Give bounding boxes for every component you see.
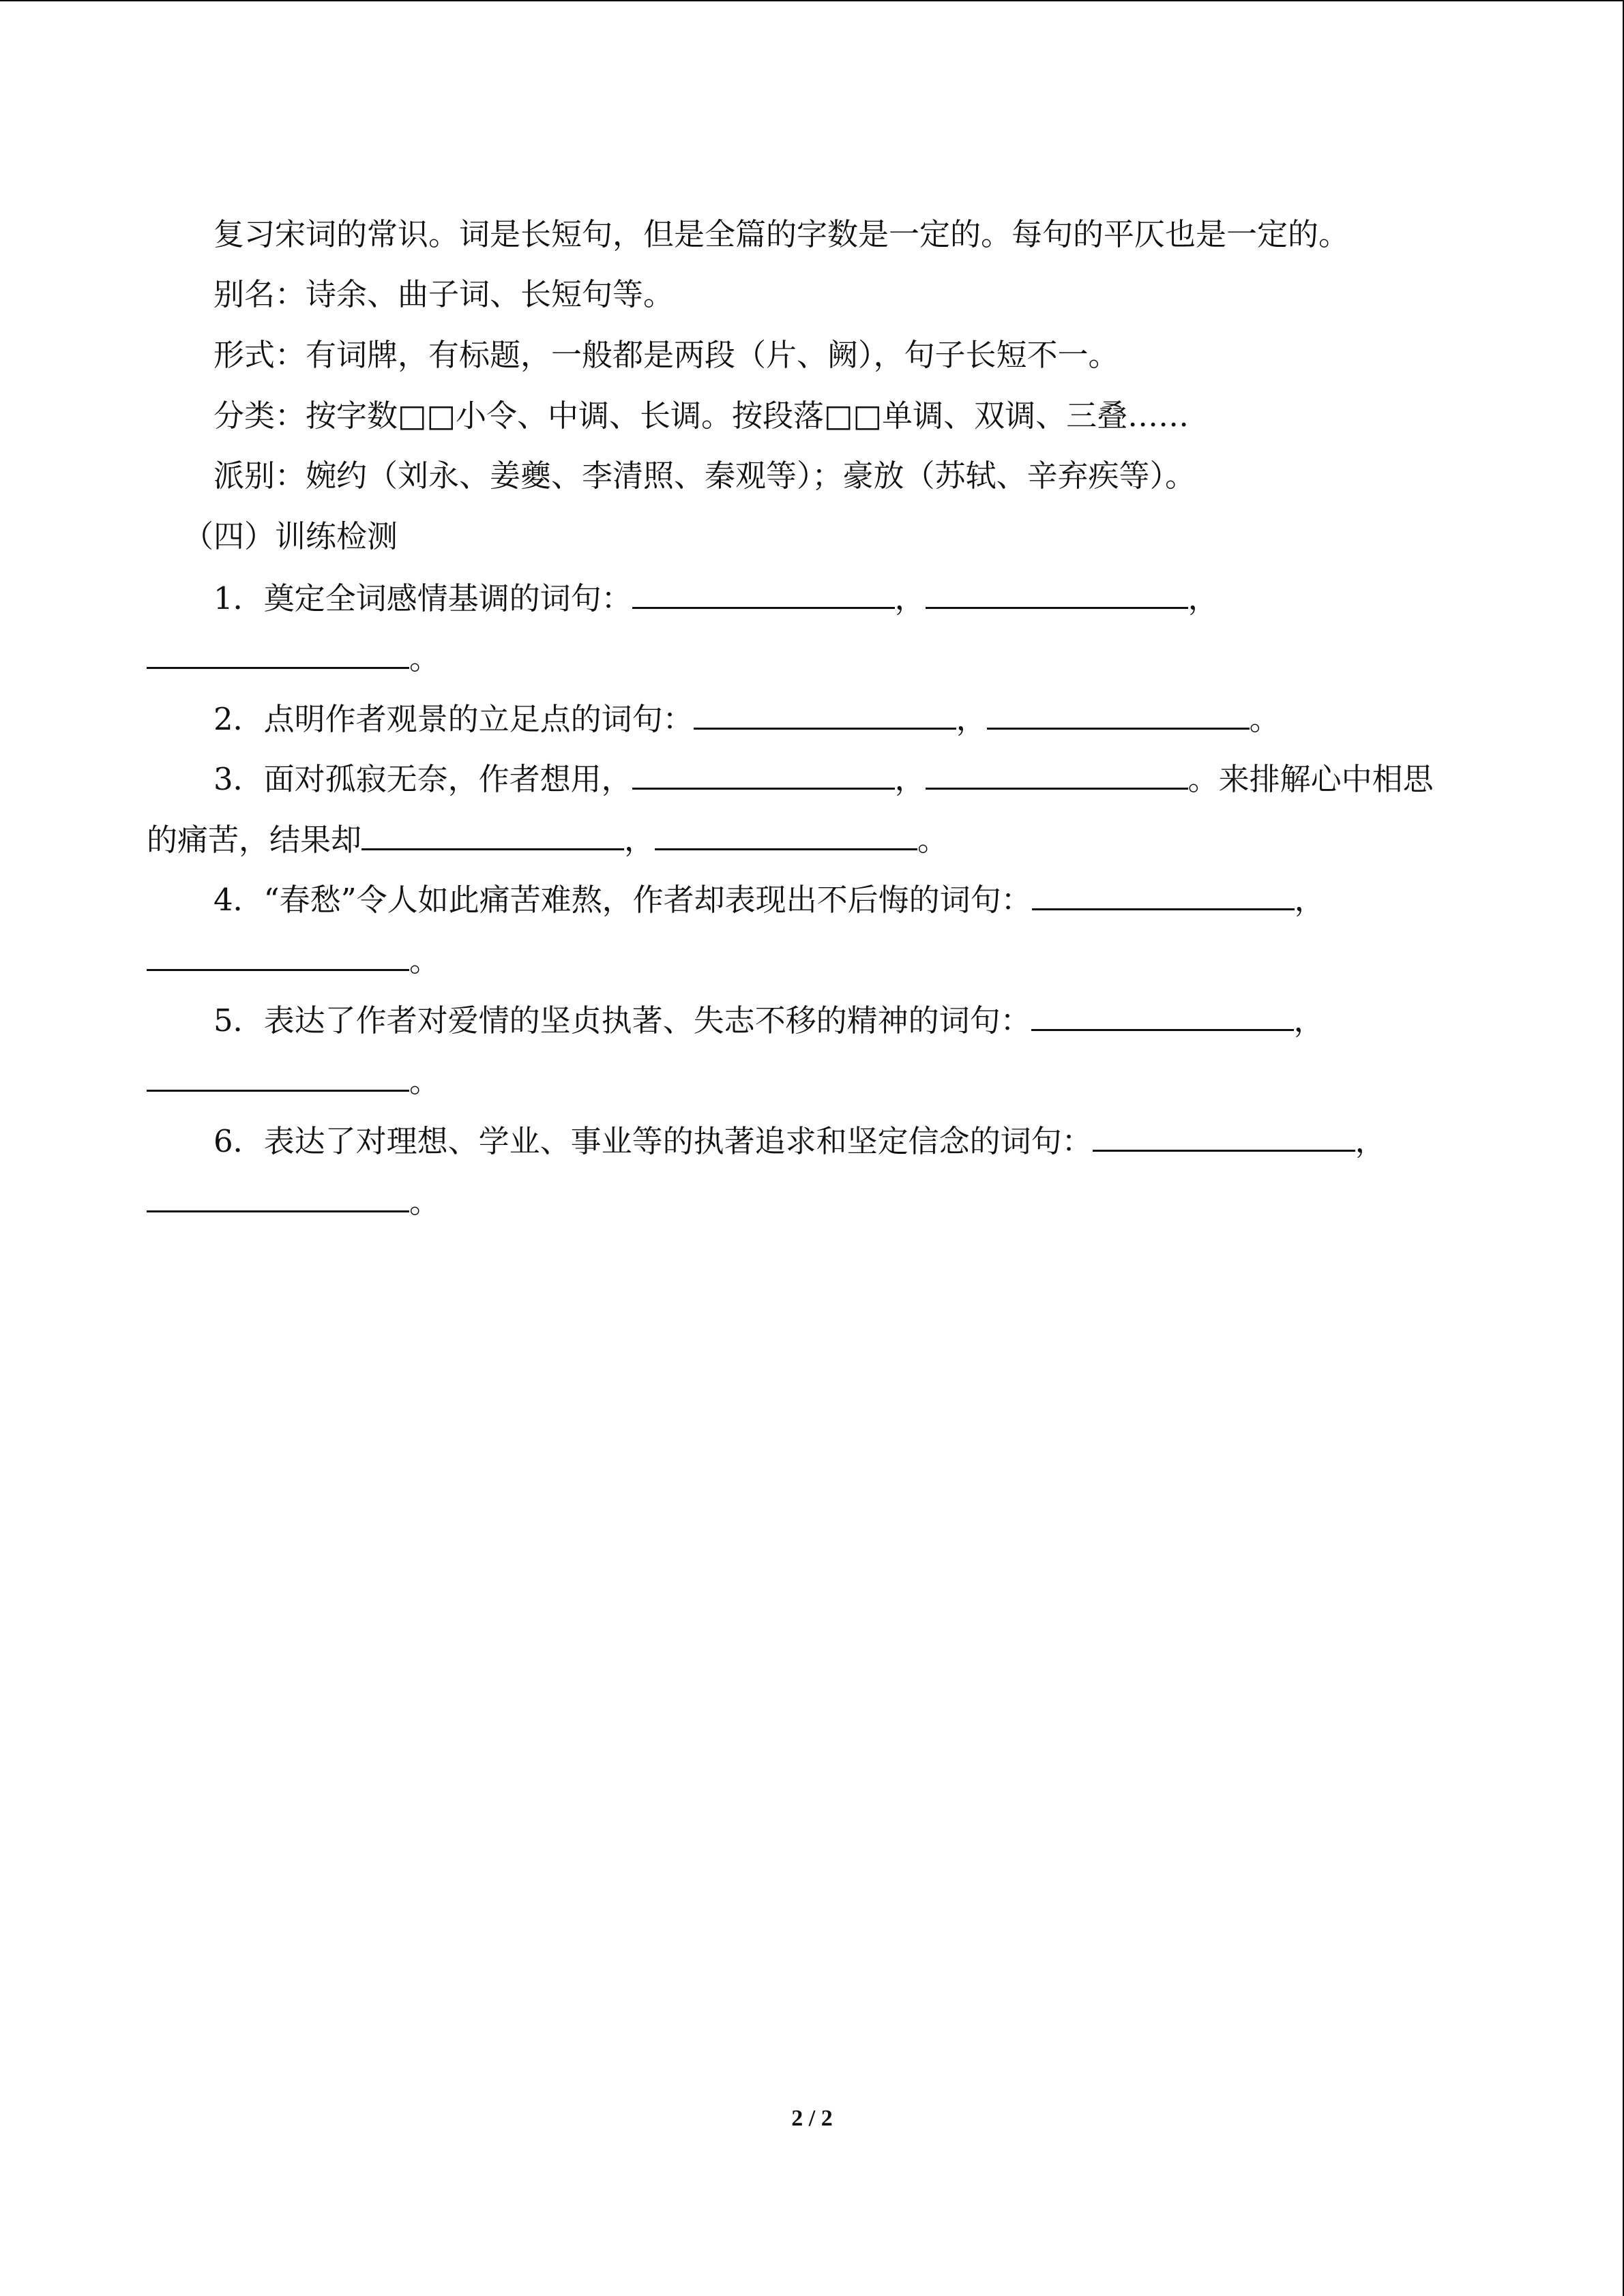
question-3-text: 3．面对孤寂无奈，作者想用， xyxy=(213,761,632,797)
answer-blank[interactable] xyxy=(632,758,895,790)
question-2-text: 2．点明作者观景的立足点的词句： xyxy=(213,701,694,737)
intro-paragraph-form: 形式：有词牌，有标题，一般都是两段（片、阙），句子长短不一。 xyxy=(213,337,1119,373)
period: 。 xyxy=(1249,701,1280,737)
comma: ， xyxy=(894,761,926,797)
answer-blank[interactable] xyxy=(655,818,917,850)
comma: ， xyxy=(1187,580,1219,616)
answer-blank[interactable] xyxy=(361,818,624,850)
period: 。 xyxy=(409,942,441,979)
answer-blank[interactable] xyxy=(694,698,956,730)
question-3-continued xyxy=(147,818,948,861)
question-1 xyxy=(213,577,1219,619)
period: 。 xyxy=(409,1063,441,1099)
period: 。 xyxy=(1187,761,1219,797)
comma: ， xyxy=(894,580,926,616)
question-1-text: 1．奠定全词感情基调的词句： xyxy=(213,580,632,616)
answer-blank[interactable] xyxy=(926,577,1188,609)
answer-blank[interactable] xyxy=(147,1060,409,1092)
answer-blank[interactable] xyxy=(147,1180,409,1212)
question-4 xyxy=(213,878,1325,921)
page-number: 2 / 2 xyxy=(791,2106,833,2131)
question-2 xyxy=(213,698,1280,740)
question-6-continued xyxy=(147,1180,440,1223)
question-3-text-after: 来排解心中相思 xyxy=(1218,761,1434,797)
answer-blank[interactable] xyxy=(1093,1120,1355,1152)
intro-paragraph-classification: 分类：按字数□□小令、中调、长调。按段落□□单调、双调、三叠…… xyxy=(213,398,1190,434)
period: 。 xyxy=(409,640,441,676)
comma: ， xyxy=(624,822,655,858)
comma: ， xyxy=(1294,882,1325,918)
answer-blank[interactable] xyxy=(1031,999,1294,1031)
answer-blank[interactable] xyxy=(926,758,1188,790)
question-3 xyxy=(213,758,1434,800)
answer-blank[interactable] xyxy=(1032,878,1295,910)
answer-blank[interactable] xyxy=(987,698,1250,730)
comma: ， xyxy=(1355,1123,1386,1159)
intro-paragraph-1: 复习宋词的常识。词是长短句，但是全篇的字数是一定的。每句的平仄也是一定的。 xyxy=(213,216,1350,252)
question-6-text: 6．表达了对理想、学业、事业等的执著追求和坚定信念的词句： xyxy=(213,1123,1093,1159)
question-3-text-line2: 的痛苦，结果却 xyxy=(147,822,362,858)
comma: ， xyxy=(1293,1002,1325,1039)
period: 。 xyxy=(917,822,949,858)
answer-blank[interactable] xyxy=(632,577,895,609)
question-5-text: 5．表达了作者对爱情的坚贞执著、失志不移的精神的词句： xyxy=(213,1002,1031,1039)
question-5-continued xyxy=(147,1060,440,1102)
question-4-continued xyxy=(147,939,440,981)
intro-paragraph-aliases: 别名：诗余、曲子词、长短句等。 xyxy=(213,276,675,312)
period: 。 xyxy=(409,1184,441,1220)
comma: ， xyxy=(956,701,987,737)
answer-blank[interactable] xyxy=(147,637,409,669)
question-4-text: 4．“春愁”令人如此痛苦难熬，作者却表现出不后悔的词句： xyxy=(213,882,1032,918)
answer-blank[interactable] xyxy=(147,939,409,971)
question-5 xyxy=(213,999,1325,1041)
section-heading: （四）训练检测 xyxy=(183,518,398,554)
intro-paragraph-schools: 派别：婉约（刘永、姜夔、李清照、秦观等）；豪放（苏轼、辛弃疾等）。 xyxy=(213,458,1196,494)
question-1-continued xyxy=(147,637,440,679)
question-6 xyxy=(213,1120,1386,1162)
